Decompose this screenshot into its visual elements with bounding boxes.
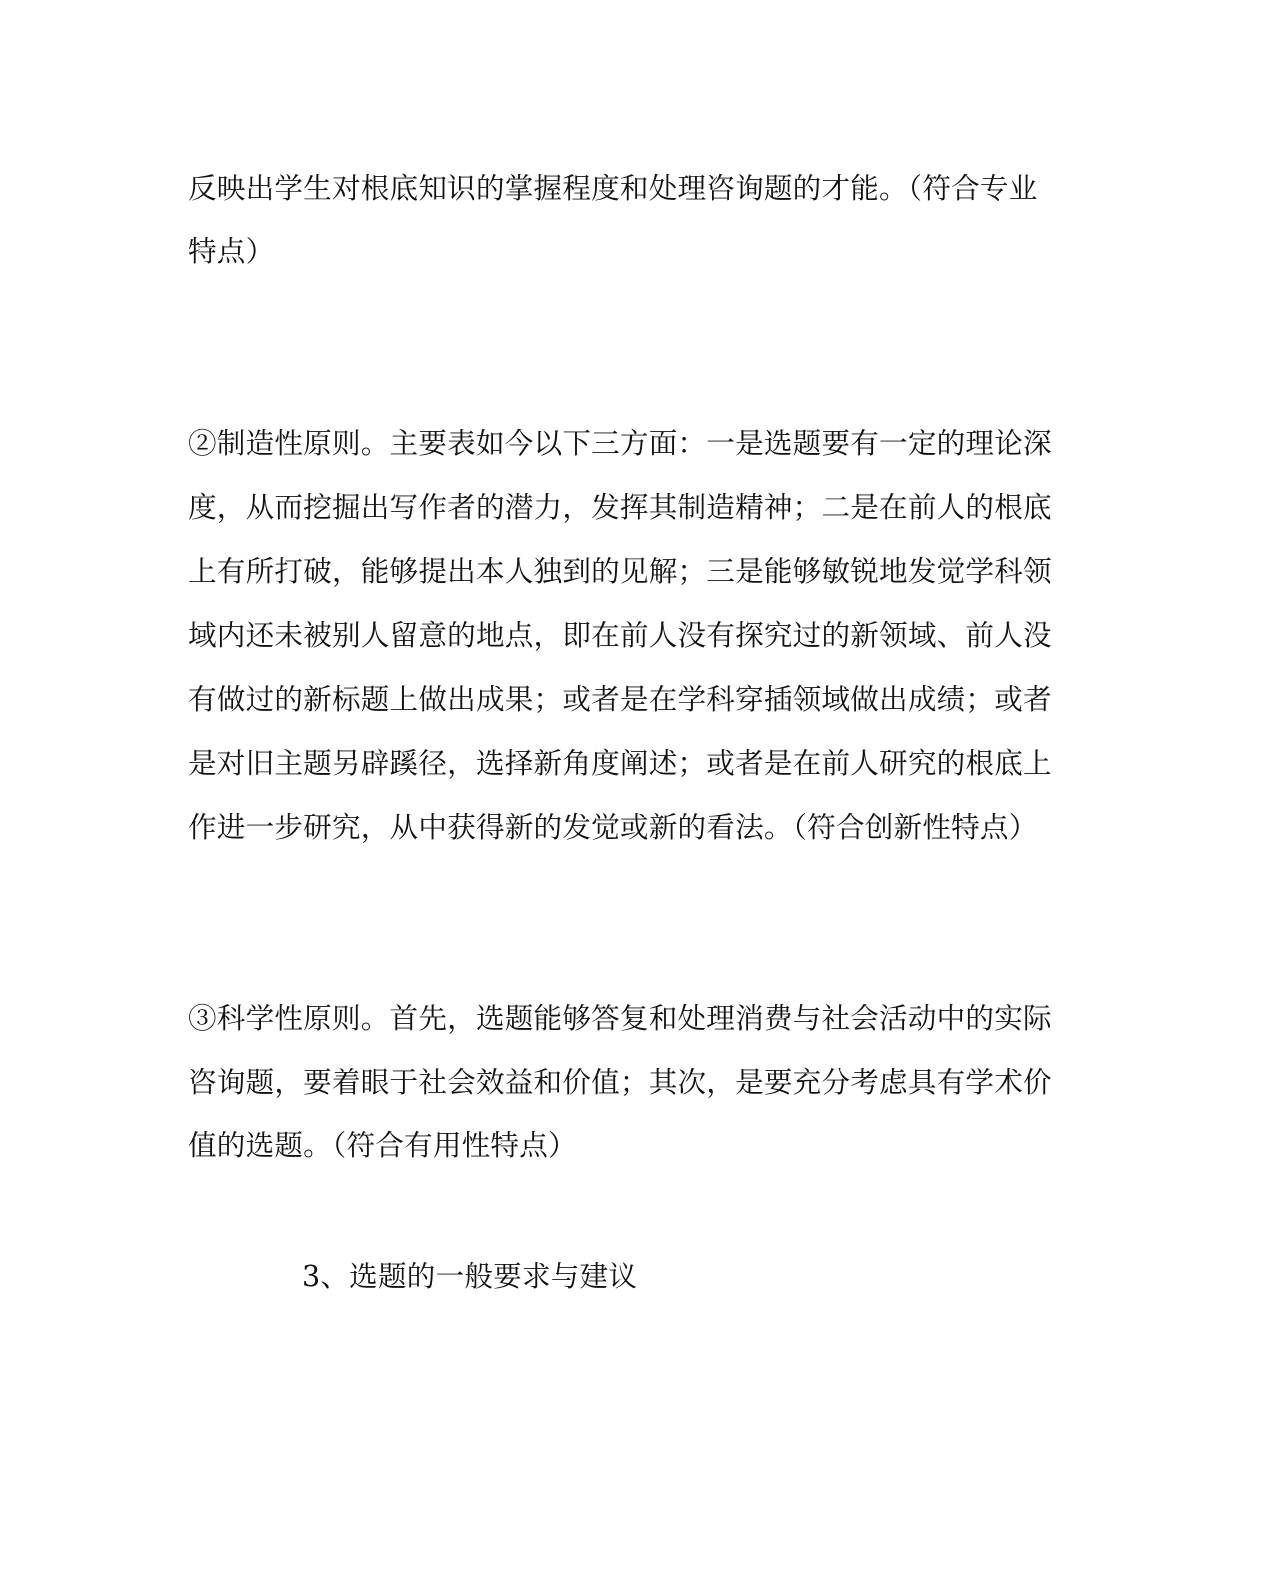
paragraph-2-line-6: 是对旧主题另辟蹊径，选择新角度阐述；或者是在前人研究的根底上 [188, 746, 1052, 780]
paragraph-2-line-2: 度，从而挖掘出写作者的潜力，发挥其制造精神；二是在前人的根底 [188, 490, 1052, 524]
paragraph-2-line-1: ②制造性原则。主要表如今以下三方面：一是选题要有一定的理论深 [188, 426, 1052, 460]
paragraph-1-line-1: 反映出学生对根底知识的掌握程度和处理咨询题的才能。（符合专业 [188, 171, 1038, 205]
paragraph-3-line-3: 值的选题。（符合有用性特点） [188, 1128, 577, 1162]
paragraph-2-line-5: 有做过的新标题上做出成果；或者是在学科穿插领域做出成绩；或者 [188, 682, 1052, 716]
paragraph-2-line-7: 作进一步研究，从中获得新的发觉或新的看法。（符合创新性特点） [188, 810, 1038, 844]
paragraph-3-line-2: 咨询题，要着眼于社会效益和价值；其次，是要充分考虑具有学术价 [188, 1065, 1052, 1099]
paragraph-3-line-1: ③科学性原则。首先，选题能够答复和处理消费与社会活动中的实际 [188, 1001, 1052, 1035]
paragraph-1-line-2: 特点） [188, 234, 275, 268]
paragraph-2-line-3: 上有所打破，能够提出本人独到的见解；三是能够敏锐地发觉学科领 [188, 554, 1052, 588]
section-heading: 3、选题的一般要求与建议 [302, 1259, 638, 1293]
paragraph-2-line-4: 域内还未被别人留意的地点，即在前人没有探究过的新领域、前人没 [188, 618, 1052, 652]
